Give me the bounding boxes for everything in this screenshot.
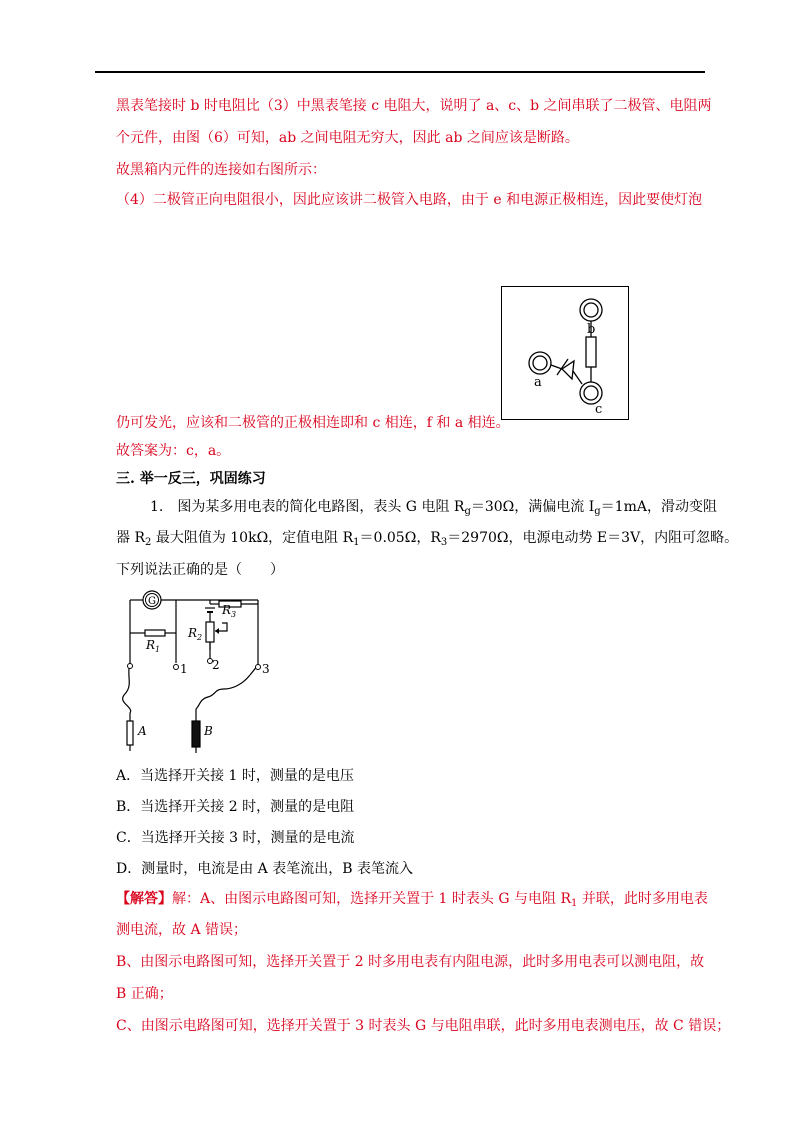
- answer-text-line: 个元件，由图（6）可知，ab 之间电阻无穷大，因此 ab 之间应该是断路。: [116, 130, 579, 146]
- option-a: A．当选择开关接 1 时，测量的是电压: [116, 768, 354, 784]
- label-b: b: [587, 322, 596, 337]
- r1-label: $R_1$: [146, 638, 161, 654]
- r2-label: $R_2$: [188, 626, 203, 642]
- option-d: D．测量时，电流是由 A 表笔流出，B 表笔流入: [116, 861, 413, 877]
- answer-text-line: 黑表笔接时 b 时电阻比（3）中黑表笔接 c 电阻大，说明了 a、c、b 之间串联了二极管、电阻两: [116, 98, 712, 114]
- probe-b-label: B: [204, 724, 213, 738]
- answer-text-line: （4）二极管正向电阻很小，因此应该讲二极管入电路，由于 e 和电源正极相连，因此要使灯泡: [116, 192, 703, 208]
- answer-line: 测电流，故 A 错误；: [116, 922, 248, 938]
- answer-line: 【解答】解：A、由图示电路图可知，选择开关置于 1 时表头 G 与电阻 $R_1$ 并联，此时多用电表: [116, 891, 708, 909]
- r3-label: $R_3$: [222, 603, 237, 619]
- answer-line: B 正确；: [116, 986, 173, 1002]
- question-line: 下列说法正确的是（ ）: [116, 562, 284, 578]
- answer-text-line: 仍可发光，应该和二极管的正极相连即和 c 相连，f 和 a 相连。: [116, 415, 510, 431]
- answer-line: B、由图示电路图可知，选择开关置于 2 时多用电表有内阻电源，此时多用电表可以测电阻，故: [116, 954, 705, 970]
- terminal-2-label: 2: [212, 658, 220, 672]
- probe-a-label: A: [138, 724, 147, 738]
- header-rule: [95, 71, 705, 73]
- black-box-diagram: [501, 286, 629, 420]
- terminal-1-label: 1: [180, 662, 188, 676]
- answer-text-line: 故黑箱内元件的连接如右图所示：: [116, 162, 326, 178]
- answer-text-line: 故答案为：c，a。: [116, 443, 231, 459]
- answer-line: C、由图示电路图可知，选择开关置于 3 时表头 G 与电阻串联，此时多用电表测电压，故 C 错误；: [116, 1018, 731, 1034]
- terminal-3-label: 3: [262, 662, 270, 676]
- label-c: c: [595, 402, 603, 417]
- meter-label: G: [148, 596, 156, 607]
- answer-bracket: 【解答】: [116, 891, 172, 907]
- section-title: 三. 举一反三，巩固练习: [116, 471, 266, 487]
- option-c: C．当选择开关接 3 时，测量的是电流: [116, 830, 355, 846]
- label-a: a: [534, 375, 542, 390]
- multimeter-circuit-diagram: [112, 585, 272, 759]
- option-b: B．当选择开关接 2 时，测量的是电阻: [116, 799, 355, 815]
- question-line: 器 $R_2$ 最大阻值为 10kΩ，定值电阻 $R_1=0.05\Omega$，$R_3=2970\Omega$，电源电动势 E＝3V，内阻可忽略。: [116, 530, 739, 548]
- question-line: 1. 图为某多用电表的简化电路图，表头 G 电阻 $R_g=30\Omega$，满偏电流 $I_g=1mA$，滑动变阻: [150, 499, 717, 517]
